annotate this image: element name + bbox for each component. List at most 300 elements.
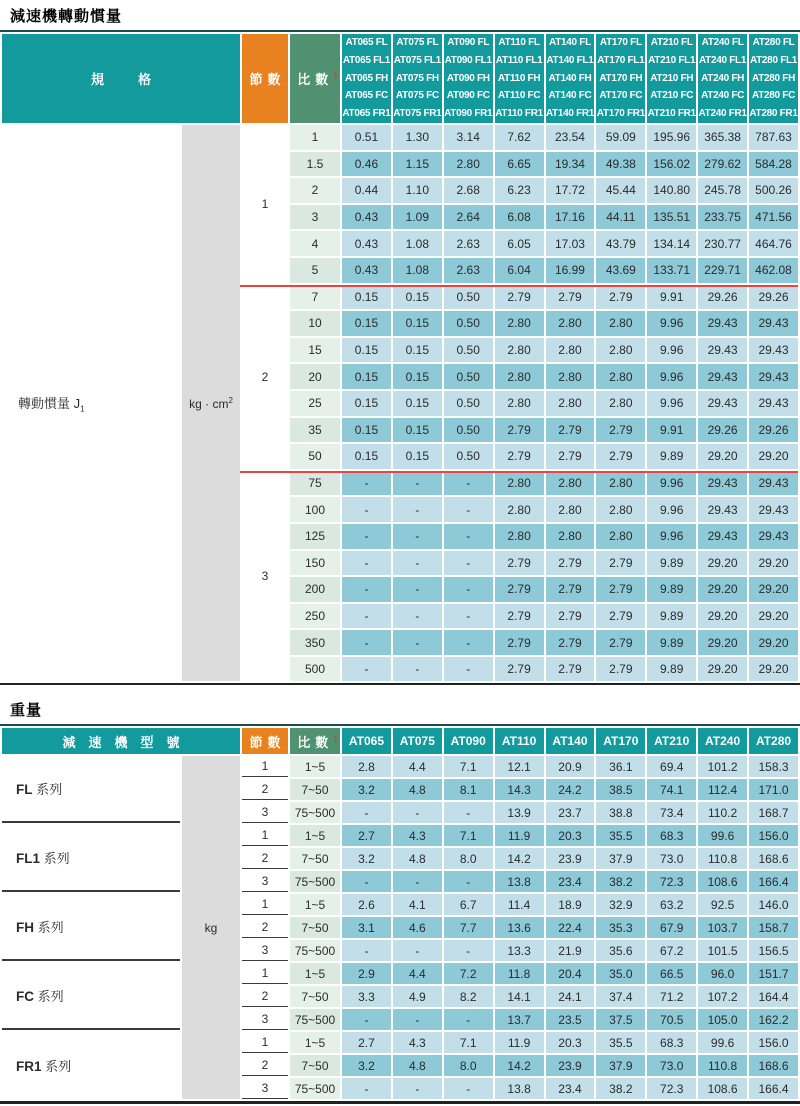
model-variant-label: AT090 FH — [446, 72, 490, 84]
weight-value-cell: 4.3 — [393, 825, 442, 846]
inertia-value-cell: 2.80 — [596, 471, 645, 496]
weight-row — [2, 825, 798, 846]
weight-value-cell: 70.5 — [647, 1009, 696, 1030]
weight-value-cell: 21.9 — [546, 940, 595, 961]
weight-value-cell: 171.0 — [749, 779, 798, 800]
weight-value-cell: 166.4 — [749, 871, 798, 892]
model-variant-label: AT140 FH — [548, 72, 592, 84]
inertia-value-cell: 9.96 — [647, 311, 696, 336]
model-variant-label: AT140 FL — [549, 37, 591, 48]
inertia-value-cell: 29.20 — [698, 551, 747, 576]
weight-value-cell: 3.3 — [342, 986, 391, 1007]
inertia-value-cell: 2.80 — [596, 497, 645, 522]
model-variant-label: AT075 FL1 — [393, 54, 441, 66]
inertia-value-cell: 9.96 — [647, 471, 696, 496]
weight-value-cell: 20.4 — [546, 963, 595, 984]
weight-value-cell: 168.6 — [749, 848, 798, 869]
weight-table-title: 重量 — [10, 702, 43, 720]
inertia-value-cell: 29.43 — [749, 471, 798, 496]
inertia-value-cell: 0.15 — [393, 444, 442, 469]
model-variant-label: AT280 FL — [752, 37, 795, 48]
inertia-value-cell: 0.46 — [342, 152, 391, 177]
ratio-range-cell: 1~5 — [290, 756, 340, 777]
weight-value-cell: 14.2 — [495, 1055, 544, 1076]
weight-value-cell: 37.9 — [596, 1055, 645, 1076]
ratio-header-label: 比數 — [297, 734, 334, 750]
inertia-value-cell: 245.78 — [698, 178, 747, 203]
model-variant-label: AT280 FC — [752, 90, 795, 102]
inertia-value-cell: - — [444, 497, 493, 522]
weight-value-cell: 8.1 — [444, 779, 493, 800]
inertia-value-cell: 29.20 — [698, 630, 747, 655]
ratio-cell: 2 — [290, 178, 340, 203]
model-variant-label: AT170 FR1 — [596, 108, 645, 120]
weight-value-cell: 13.6 — [495, 917, 544, 938]
weight-value-cell: 164.4 — [749, 986, 798, 1007]
weight-value-cell: 3.2 — [342, 848, 391, 869]
weight-value-cell: 156.0 — [749, 1032, 798, 1053]
inertia-value-cell: 2.80 — [546, 497, 595, 522]
inertia-value-cell: 2.79 — [495, 444, 544, 469]
inertia-value-cell: 0.50 — [444, 285, 493, 310]
model-variant-label: AT110 FL1 — [495, 54, 543, 66]
model-variant-label: AT065 FL1 — [342, 54, 391, 66]
ratio-cell: 350 — [290, 630, 340, 655]
stage-cell: 2 — [242, 986, 288, 1007]
weight-value-cell: 4.8 — [393, 848, 442, 869]
model-variant-label: AT075 FL — [396, 37, 439, 48]
inertia-value-cell: 462.08 — [749, 258, 798, 283]
model-column-header: AT075 — [393, 728, 442, 754]
inertia-value-cell: 43.79 — [596, 231, 645, 256]
ratio-range-cell: 7~50 — [290, 848, 340, 869]
model-variant-label: AT280 FL1 — [749, 54, 798, 66]
ratio-cell: 75 — [290, 471, 340, 496]
inertia-value-cell: 2.80 — [546, 364, 595, 389]
model-column-header: AT140 — [546, 728, 595, 754]
weight-value-cell: 32.9 — [596, 894, 645, 915]
weight-value-cell: 4.1 — [393, 894, 442, 915]
ratio-cell: 1 — [290, 125, 340, 150]
inertia-value-cell: 6.65 — [495, 152, 544, 177]
model-variant-label: AT170 FL — [599, 37, 642, 48]
weight-value-cell: - — [444, 871, 493, 892]
inertia-value-cell: 1.08 — [393, 231, 442, 256]
model-column-header: AT090 — [444, 728, 493, 754]
stage-cell: 2 — [242, 285, 288, 469]
inertia-value-cell: 45.44 — [596, 178, 645, 203]
weight-value-cell: 110.2 — [698, 802, 747, 823]
inertia-value-cell: 29.43 — [698, 524, 747, 549]
ratio-cell: 3 — [290, 205, 340, 230]
inertia-value-cell: 0.43 — [342, 258, 391, 283]
inertia-value-cell: 7.62 — [495, 125, 544, 150]
weight-value-cell: 110.8 — [698, 1055, 747, 1076]
inertia-value-cell: 0.50 — [444, 364, 493, 389]
weight-value-cell: 156.5 — [749, 940, 798, 961]
series-label: FC 系列 — [2, 963, 180, 1030]
model-variant-label: AT090 FL1 — [444, 54, 492, 66]
inertia-value-cell: 0.15 — [342, 391, 391, 416]
inertia-value-cell: - — [444, 524, 493, 549]
series-label: FH 系列 — [2, 894, 180, 961]
inertia-value-cell: 2.80 — [546, 391, 595, 416]
inertia-value-cell: 0.15 — [342, 444, 391, 469]
inertia-value-cell: 17.16 — [546, 205, 595, 230]
model-variant-label: AT065 FL — [345, 37, 388, 48]
inertia-value-cell: 29.43 — [749, 391, 798, 416]
weight-value-cell: 37.9 — [596, 848, 645, 869]
inertia-value-cell: - — [342, 630, 391, 655]
inertia-value-cell: 2.80 — [596, 338, 645, 363]
inertia-value-cell: - — [393, 577, 442, 602]
weight-value-cell: 158.3 — [749, 756, 798, 777]
inertia-value-cell: 9.89 — [647, 630, 696, 655]
weight-value-cell: 35.5 — [596, 1032, 645, 1053]
model-column-header — [596, 34, 645, 123]
weight-value-cell: 24.1 — [546, 986, 595, 1007]
model-column-header — [647, 34, 696, 123]
inertia-value-cell: 2.79 — [596, 577, 645, 602]
weight-value-cell: 7.7 — [444, 917, 493, 938]
inertia-value-cell: 2.79 — [596, 657, 645, 682]
inertia-value-cell: 0.15 — [342, 338, 391, 363]
weight-value-cell: - — [444, 1078, 493, 1099]
ratio-range-cell: 75~500 — [290, 1078, 340, 1099]
inertia-value-cell: 29.26 — [749, 285, 798, 310]
series-name: FL — [16, 782, 33, 798]
weight-value-cell: 38.5 — [596, 779, 645, 800]
weight-value-cell: 156.0 — [749, 825, 798, 846]
stage-cell: 3 — [242, 871, 288, 892]
weight-row — [2, 963, 798, 984]
inertia-value-cell: 2.79 — [596, 630, 645, 655]
weight-value-cell: 35.3 — [596, 917, 645, 938]
inertia-value-cell: 0.50 — [444, 311, 493, 336]
inertia-value-cell: - — [444, 577, 493, 602]
ratio-range-cell: 7~50 — [290, 917, 340, 938]
inertia-value-cell: 29.43 — [698, 471, 747, 496]
inertia-value-cell: 1.10 — [393, 178, 442, 203]
model-variant-label: AT210 FC — [650, 90, 694, 102]
model-column-header: AT240 — [698, 728, 747, 754]
inertia-value-cell: 471.56 — [749, 205, 798, 230]
weight-value-cell: 4.8 — [393, 1055, 442, 1076]
inertia-value-cell: 0.15 — [393, 311, 442, 336]
model-variant-label: AT065 FR1 — [342, 108, 391, 120]
ratio-range-cell: 1~5 — [290, 1032, 340, 1053]
model-variant-label: AT090 FC — [446, 90, 490, 102]
weight-value-cell: 23.5 — [546, 1009, 595, 1030]
ratio-range-cell: 1~5 — [290, 825, 340, 846]
model-column-header — [495, 34, 544, 123]
inertia-value-cell: 0.50 — [444, 418, 493, 443]
inertia-value-cell: 2.80 — [546, 311, 595, 336]
inertia-value-cell: - — [444, 657, 493, 682]
inertia-value-cell: 2.80 — [495, 391, 544, 416]
inertia-value-cell: 2.79 — [495, 604, 544, 629]
stage-cell: 3 — [242, 940, 288, 961]
ratio-range-cell: 1~5 — [290, 894, 340, 915]
weight-row — [2, 1032, 798, 1053]
weight-value-cell: 4.8 — [393, 779, 442, 800]
weight-value-cell: 18.9 — [546, 894, 595, 915]
stage-cell: 1 — [242, 825, 288, 846]
stage-cell: 1 — [242, 125, 288, 283]
weight-value-cell: 6.7 — [444, 894, 493, 915]
inertia-value-cell: 9.96 — [647, 364, 696, 389]
inertia-value-cell: 500.26 — [749, 178, 798, 203]
inertia-value-cell: 0.50 — [444, 391, 493, 416]
ratio-cell: 500 — [290, 657, 340, 682]
model-variant-label: AT170 FL1 — [597, 54, 645, 66]
stage-cell: 3 — [242, 1009, 288, 1030]
inertia-value-cell: - — [393, 524, 442, 549]
inertia-value-cell: 2.80 — [596, 391, 645, 416]
weight-value-cell: 4.6 — [393, 917, 442, 938]
inertia-value-cell: 9.91 — [647, 285, 696, 310]
inertia-value-cell: 584.28 — [749, 152, 798, 177]
weight-value-cell: 20.9 — [546, 756, 595, 777]
unit-exponent: 2 — [228, 395, 233, 405]
inertia-value-cell: 2.63 — [444, 258, 493, 283]
ratio-range-cell: 75~500 — [290, 940, 340, 961]
inertia-value-cell: 19.34 — [546, 152, 595, 177]
ratio-cell: 200 — [290, 577, 340, 602]
inertia-value-cell: - — [342, 471, 391, 496]
series-name: FR1 — [16, 1059, 42, 1075]
model-header — [2, 728, 240, 754]
weight-value-cell: 72.3 — [647, 871, 696, 892]
model-variant-label: AT090 FL — [447, 37, 490, 48]
weight-value-cell: 35.0 — [596, 963, 645, 984]
inertia-value-cell: 2.80 — [495, 364, 544, 389]
weight-value-cell: 168.7 — [749, 802, 798, 823]
inertia-value-cell: 0.15 — [342, 311, 391, 336]
model-variant-label: AT110 FC — [497, 90, 541, 102]
inertia-value-cell: - — [342, 497, 391, 522]
inertia-value-cell: 2.80 — [495, 497, 544, 522]
model-column-header: AT210 — [647, 728, 696, 754]
model-column-header — [749, 34, 798, 123]
inertia-value-cell: 9.96 — [647, 497, 696, 522]
weight-value-cell: 71.2 — [647, 986, 696, 1007]
stages-header-label: 節數 — [249, 734, 286, 750]
inertia-value-cell: 229.71 — [698, 258, 747, 283]
weight-value-cell: 63.2 — [647, 894, 696, 915]
inertia-value-cell: 6.05 — [495, 231, 544, 256]
weight-value-cell: 13.8 — [495, 1078, 544, 1099]
weight-data-table — [0, 726, 800, 1101]
model-column-header — [342, 34, 391, 123]
ratio-range-cell: 75~500 — [290, 802, 340, 823]
inertia-value-cell: 29.43 — [698, 364, 747, 389]
ratio-cell: 150 — [290, 551, 340, 576]
weight-value-cell: 8.0 — [444, 848, 493, 869]
weight-value-cell: - — [393, 871, 442, 892]
weight-value-cell: 112.4 — [698, 779, 747, 800]
inertia-value-cell: 16.99 — [546, 258, 595, 283]
weight-value-cell: 68.3 — [647, 1032, 696, 1053]
weight-value-cell: 23.7 — [546, 802, 595, 823]
inertia-value-cell: 0.15 — [393, 338, 442, 363]
inertia-value-cell: 0.44 — [342, 178, 391, 203]
inertia-value-cell: 2.79 — [495, 630, 544, 655]
inertia-value-cell: 29.43 — [698, 497, 747, 522]
inertia-value-cell: - — [342, 604, 391, 629]
model-variant-label: AT280 FH — [752, 72, 795, 84]
weight-value-cell: 101.5 — [698, 940, 747, 961]
inertia-value-cell: 23.54 — [546, 125, 595, 150]
inertia-value-cell: 2.80 — [495, 524, 544, 549]
group-separator-line — [240, 285, 798, 287]
ratio-range-cell: 7~50 — [290, 779, 340, 800]
stage-cell: 2 — [242, 848, 288, 869]
stages-header-label: 節數 — [249, 71, 286, 87]
inertia-value-cell: 2.68 — [444, 178, 493, 203]
inertia-value-cell: 0.15 — [393, 364, 442, 389]
weight-value-cell: 20.3 — [546, 825, 595, 846]
inertia-value-cell: 134.14 — [647, 231, 696, 256]
inertia-value-cell: 29.20 — [749, 551, 798, 576]
model-variant-label: AT240 FL1 — [699, 54, 747, 66]
stage-cell: 2 — [242, 1055, 288, 1076]
weight-value-cell: 7.1 — [444, 756, 493, 777]
inertia-value-cell: 29.43 — [749, 338, 798, 363]
series-label: FL1 系列 — [2, 825, 180, 892]
inertia-value-cell: - — [342, 524, 391, 549]
weight-value-cell: 22.4 — [546, 917, 595, 938]
ratio-cell: 15 — [290, 338, 340, 363]
weight-value-cell: - — [393, 1078, 442, 1099]
weight-value-cell: 168.6 — [749, 1055, 798, 1076]
stage-cell: 3 — [242, 1078, 288, 1099]
stage-cell: 3 — [242, 471, 288, 682]
inertia-value-cell: - — [393, 630, 442, 655]
inertia-value-cell: 29.20 — [749, 444, 798, 469]
inertia-value-cell: 6.04 — [495, 258, 544, 283]
inertia-value-cell: 49.38 — [596, 152, 645, 177]
inertia-value-cell: 9.89 — [647, 444, 696, 469]
inertia-value-cell: 9.89 — [647, 657, 696, 682]
inertia-value-cell: 2.64 — [444, 205, 493, 230]
stage-cell: 1 — [242, 963, 288, 984]
stage-cell: 1 — [242, 894, 288, 915]
inertia-value-cell: 2.79 — [596, 418, 645, 443]
inertia-value-cell: 59.09 — [596, 125, 645, 150]
model-variant-label: AT170 FC — [599, 90, 643, 102]
inertia-value-cell: 195.96 — [647, 125, 696, 150]
inertia-value-cell: 2.79 — [495, 577, 544, 602]
inertia-value-cell: - — [444, 471, 493, 496]
inertia-value-cell: 365.38 — [698, 125, 747, 150]
inertia-value-cell: 44.11 — [596, 205, 645, 230]
weight-value-cell: 23.9 — [546, 1055, 595, 1076]
ratio-range-cell: 1~5 — [290, 963, 340, 984]
inertia-value-cell: 1.08 — [393, 258, 442, 283]
weight-value-cell: 101.2 — [698, 756, 747, 777]
ratio-cell: 50 — [290, 444, 340, 469]
weight-value-cell: - — [342, 802, 391, 823]
inertia-value-cell: 2.79 — [495, 418, 544, 443]
inertia-value-cell: 2.79 — [495, 285, 544, 310]
inertia-value-cell: 0.15 — [342, 418, 391, 443]
inertia-value-cell: 2.80 — [444, 152, 493, 177]
weight-value-cell: 166.4 — [749, 1078, 798, 1099]
weight-value-cell: 23.9 — [546, 848, 595, 869]
ratio-header — [290, 728, 340, 754]
weight-value-cell: 108.6 — [698, 871, 747, 892]
inertia-value-cell: 29.43 — [698, 311, 747, 336]
weight-value-cell: 14.3 — [495, 779, 544, 800]
series-label: FR1 系列 — [2, 1032, 180, 1099]
weight-value-cell: 38.2 — [596, 871, 645, 892]
inertia-value-cell: 29.26 — [698, 285, 747, 310]
model-variant-label: AT210 FL1 — [648, 54, 696, 66]
weight-value-cell: 4.3 — [393, 1032, 442, 1053]
weight-value-cell: 11.9 — [495, 1032, 544, 1053]
inertia-value-cell: 29.20 — [749, 604, 798, 629]
weight-value-cell: 35.5 — [596, 825, 645, 846]
model-variant-label: AT075 FC — [395, 90, 439, 102]
weight-value-cell: 2.7 — [342, 825, 391, 846]
inertia-value-cell: 9.96 — [647, 338, 696, 363]
model-variant-label: AT065 FC — [344, 90, 388, 102]
stage-cell: 2 — [242, 779, 288, 800]
ratio-header — [290, 34, 340, 123]
inertia-value-cell: 1.30 — [393, 125, 442, 150]
ratio-cell: 125 — [290, 524, 340, 549]
weight-table — [0, 724, 800, 1104]
inertia-value-cell: 2.80 — [546, 338, 595, 363]
rotational-inertia-label: 轉動慣量 $J_1$ — [2, 125, 180, 681]
inertia-value-cell: 0.50 — [444, 338, 493, 363]
inertia-value-cell: 2.80 — [546, 524, 595, 549]
ratio-cell: 250 — [290, 604, 340, 629]
model-header-label: 減速機型號 — [62, 734, 193, 750]
ratio-cell: 5 — [290, 258, 340, 283]
weight-value-cell: 105.0 — [698, 1009, 747, 1030]
inertia-value-cell: 2.79 — [546, 285, 595, 310]
inertia-value-cell: 2.79 — [546, 444, 595, 469]
inertia-value-cell: 1.09 — [393, 205, 442, 230]
weight-value-cell: 4.4 — [393, 756, 442, 777]
inertia-value-cell: 2.79 — [546, 551, 595, 576]
inertia-value-cell: - — [393, 551, 442, 576]
inertia-data-table — [0, 32, 800, 683]
group-separator-line — [240, 471, 798, 473]
inertia-value-cell: 2.80 — [596, 311, 645, 336]
weight-value-cell: - — [393, 940, 442, 961]
weight-value-cell: 20.3 — [546, 1032, 595, 1053]
model-variant-label: AT110 FH — [497, 72, 541, 84]
inertia-value-cell: 2.79 — [596, 551, 645, 576]
weight-value-cell: 68.3 — [647, 825, 696, 846]
inertia-value-cell: 2.79 — [495, 551, 544, 576]
inertia-value-cell: 0.43 — [342, 205, 391, 230]
series-label: FL 系列 — [2, 756, 180, 823]
weight-value-cell: - — [444, 802, 493, 823]
weight-value-cell: 99.6 — [698, 825, 747, 846]
weight-value-cell: 14.2 — [495, 848, 544, 869]
weight-value-cell: 103.7 — [698, 917, 747, 938]
model-column-header: AT170 — [596, 728, 645, 754]
weight-value-cell: 37.4 — [596, 986, 645, 1007]
weight-value-cell: 72.3 — [647, 1078, 696, 1099]
inertia-value-cell: 29.20 — [749, 577, 798, 602]
inertia-value-cell: 17.72 — [546, 178, 595, 203]
inertia-value-cell: - — [342, 657, 391, 682]
